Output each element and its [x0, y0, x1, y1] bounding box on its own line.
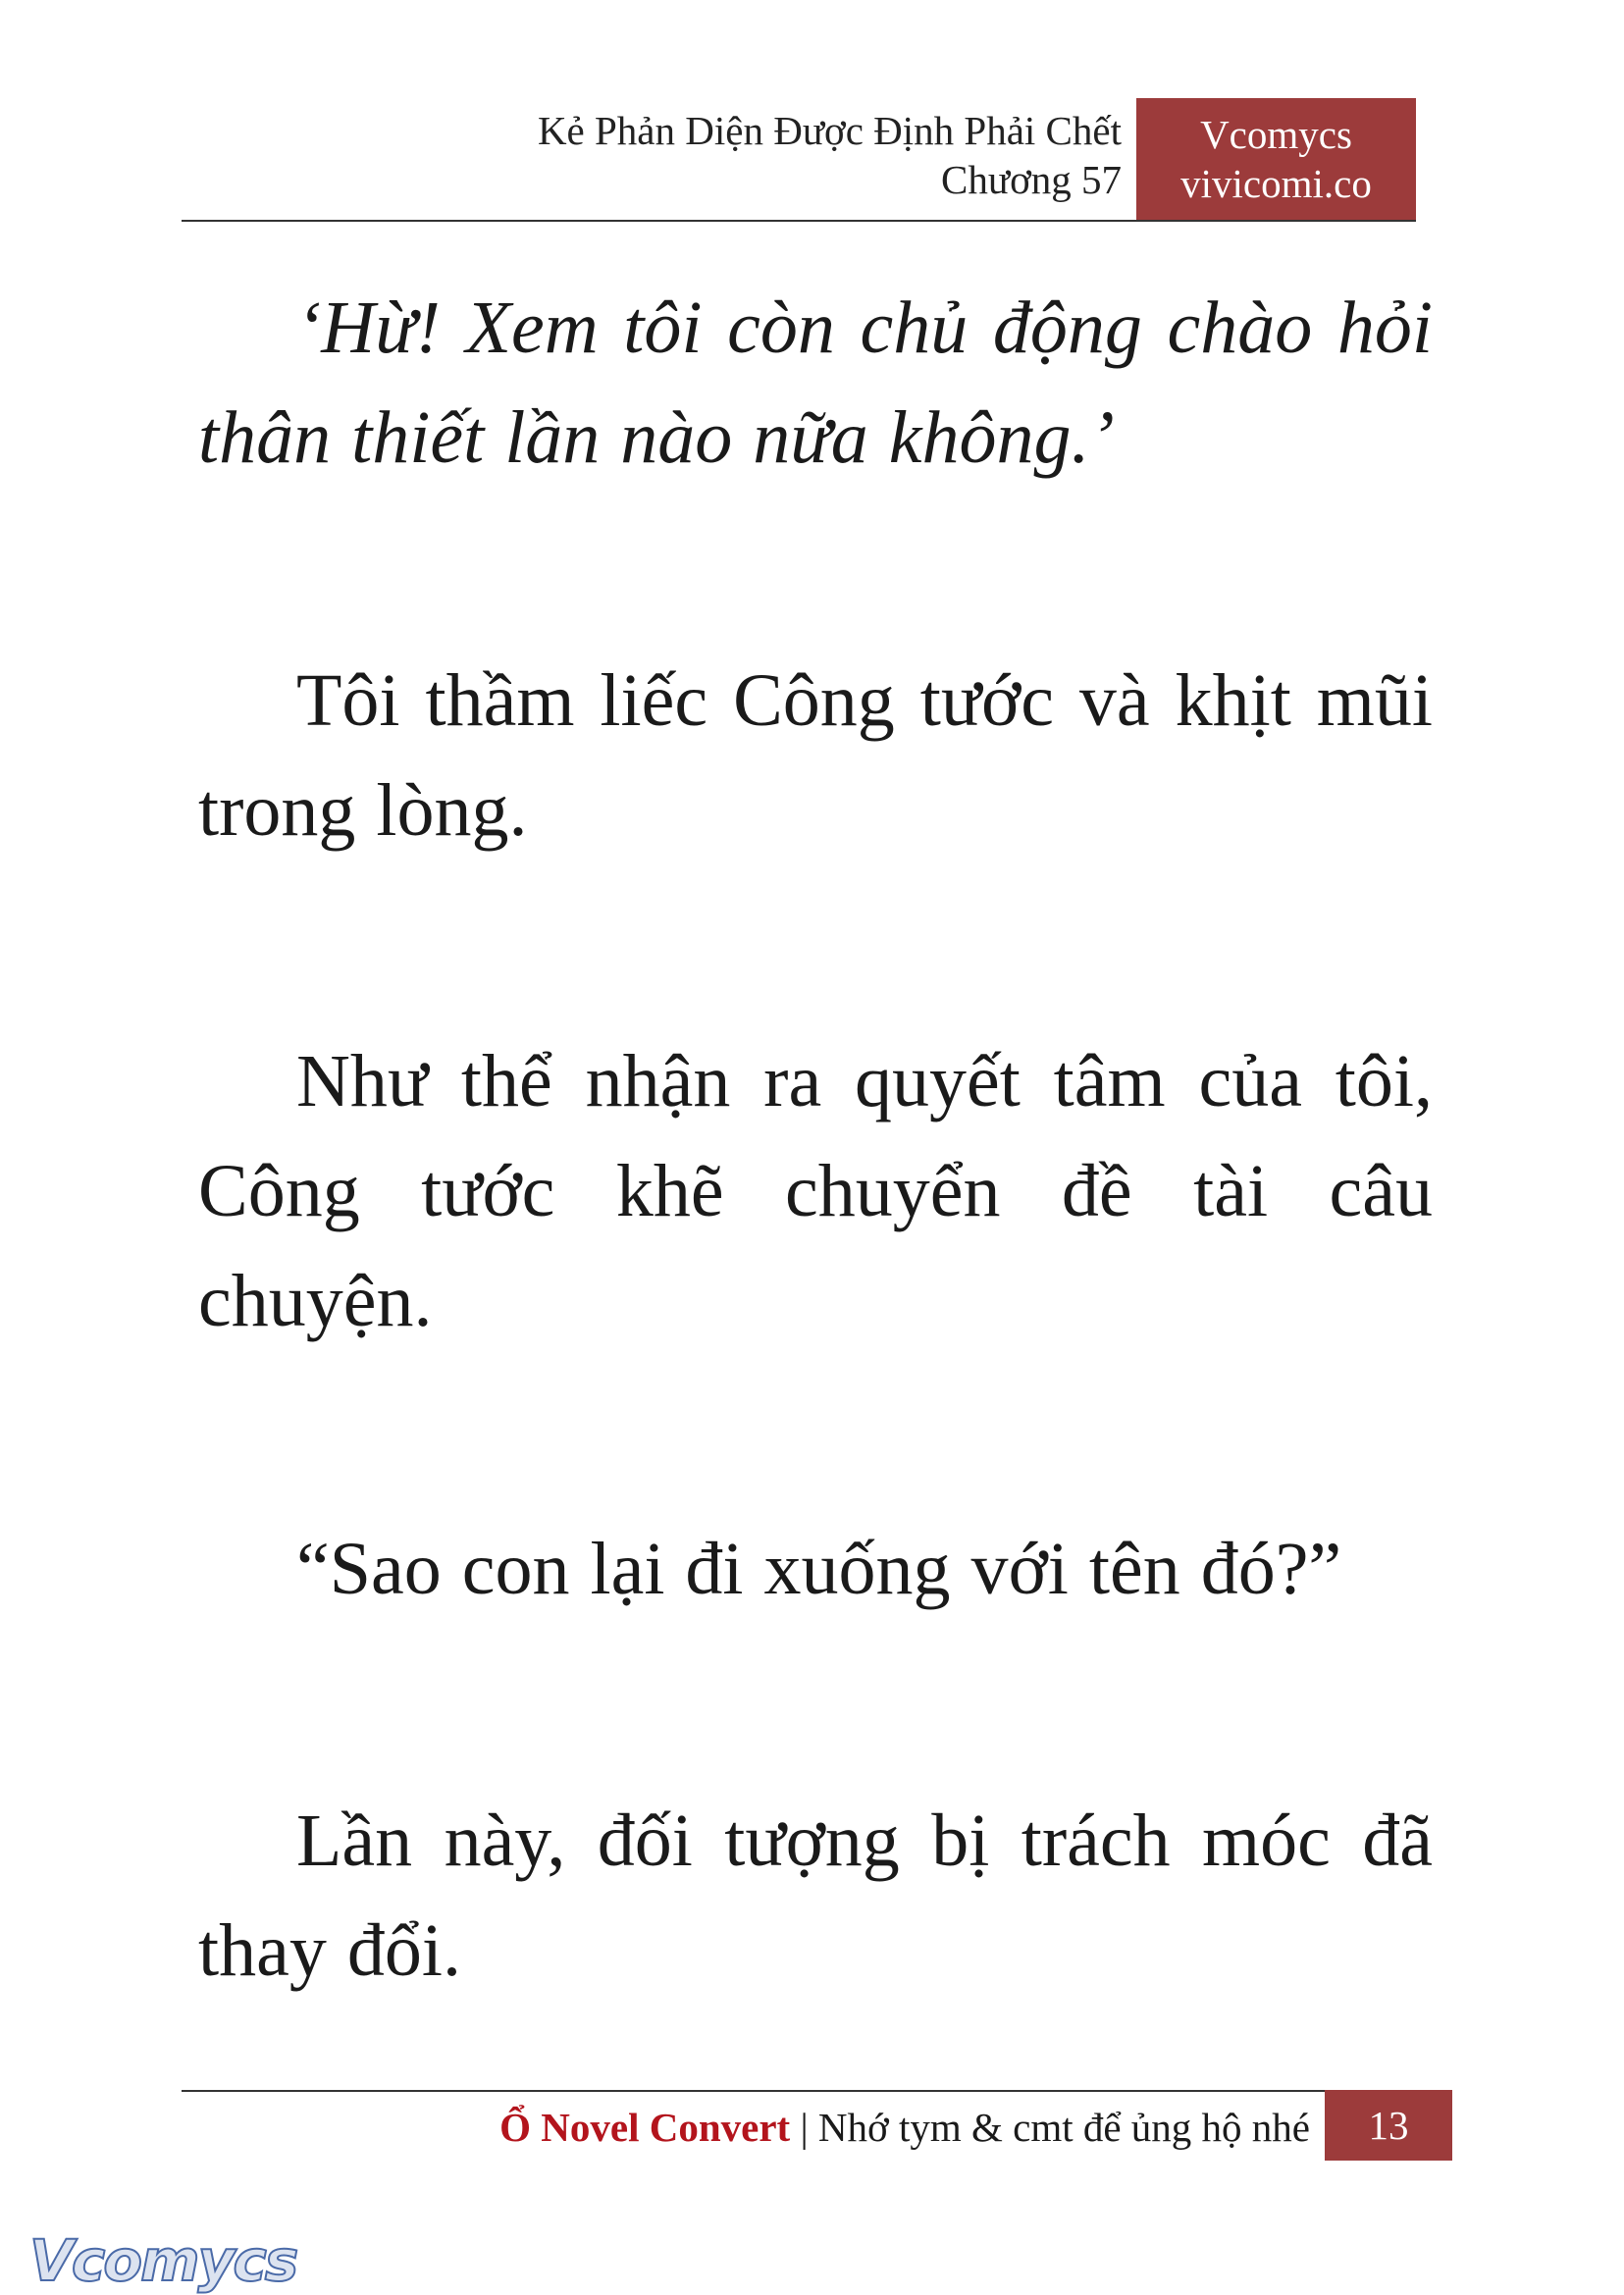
header-title-block: [538, 106, 1122, 204]
page-header: [182, 98, 1416, 222]
page-footer: [182, 2090, 1452, 2161]
footer-separator: |: [790, 2105, 818, 2150]
paragraph-3: Như thể nhận ra quyết tâm của tôi, Công tước khẽ chuyển đề tài câu chuyện.: [198, 1040, 1433, 1342]
paragraph-1: ‘Hừ! Xem tôi còn chủ động chào hỏi thân thiết lần nào nữa không.’: [198, 287, 1433, 479]
page-number: 13: [1325, 2090, 1452, 2161]
badge-url: vivicomi.co: [1180, 161, 1372, 206]
paragraph-2: Tôi thầm liếc Công tước và khịt mũi trong lòng.: [198, 659, 1433, 852]
chapter-label: Chương 57: [941, 157, 1122, 202]
site-badge: [1136, 98, 1416, 220]
watermark-logo: Vcomycs: [29, 2227, 297, 2294]
footer-message: Nhớ tym & cmt để ủng hộ nhé: [817, 2105, 1310, 2150]
header-divider: [182, 220, 1416, 222]
footer-divider: [182, 2090, 1416, 2092]
footer-brand: Ổ Novel Convert: [499, 2105, 791, 2150]
badge-name: Vcomycs: [1200, 112, 1352, 157]
footer-text: [499, 2100, 1310, 2155]
paragraph-5: Lần này, đối tượng bị trách móc đã thay đổi.: [198, 1799, 1433, 1992]
paragraph-4: “Sao con lại đi xuống với tên đó?”: [296, 1528, 1342, 1610]
book-title: Kẻ Phản Diện Được Định Phải Chết: [537, 108, 1122, 153]
